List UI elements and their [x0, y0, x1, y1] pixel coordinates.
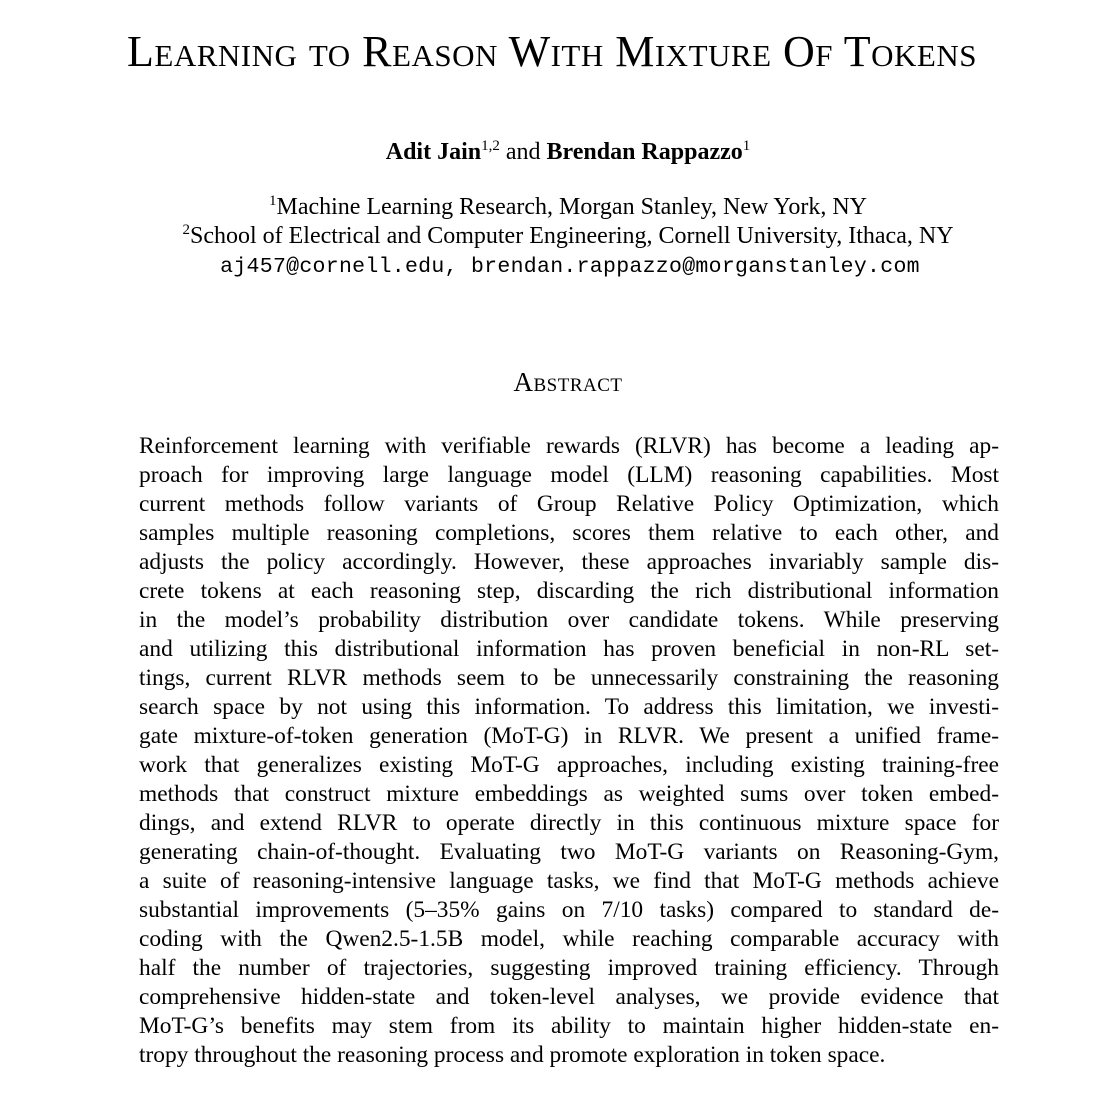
abstract-line: gate mixture-of-token generation (MoT-G) in RLVR. We present a unified frame- [139, 723, 999, 749]
abstract-line: and utilizing this distributional information has proven beneficial in non-RL set- [139, 636, 999, 662]
abstract-line: half the number of trajectories, suggesting improved training efficiency. Through [139, 955, 999, 981]
author-affiliation-mark: 1 [742, 138, 751, 154]
paper-title: Learning to Reason With Mixture Of Tokens [127, 27, 977, 76]
abstract-line: comprehensive hidden-state and token-level analyses, we provide evidence that [139, 984, 999, 1010]
abstract-heading: Abstract [513, 367, 623, 397]
abstract-line: Reinforcement learning with verifiable rewards (RLVR) has become a leading ap- [139, 433, 999, 459]
abstract-line: adjusts the policy accordingly. However, these approaches invariably sample dis- [139, 549, 999, 575]
affiliation-mark: 1 [268, 193, 277, 209]
abstract-line: a suite of reasoning-intensive language tasks, we find that MoT-G methods achieve [139, 868, 999, 894]
author-name: Adit Jain [385, 139, 482, 165]
abstract-line: search space by not using this information. To address this limitation, we investi- [139, 694, 999, 720]
abstract-line: MoT-G’s benefits may stem from its ability to maintain higher hidden-state en- [139, 1013, 999, 1039]
affiliation-mark: 2 [182, 222, 190, 238]
abstract-line: crete tokens at each reasoning step, discarding the rich distributional information [139, 578, 999, 604]
abstract-line: coding with the Qwen2.5-1.5B model, while reaching comparable accuracy with [139, 926, 999, 952]
affiliation [0, 222, 1120, 251]
author-name: Brendan Rappazzo [546, 139, 743, 165]
abstract-line: current methods follow variants of Group Relative Policy Optimization, which [139, 491, 999, 517]
affiliation-text: Machine Learning Research, Morgan Stanley, New York, NY [276, 194, 868, 220]
abstract-line: tropy throughout the reasoning process and promote exploration in token space. [139, 1042, 886, 1068]
abstract-line: work that generalizes existing MoT-G approaches, including existing training-free [139, 752, 999, 778]
abstract-line: methods that construct mixture embeddings as weighted sums over token embed- [139, 781, 999, 807]
author-affiliation-mark: 1,2 [481, 138, 500, 154]
abstract-line: samples multiple reasoning completions, scores them relative to each other, and [139, 520, 999, 546]
abstract-line: proach for improving large language model (LLM) reasoning capabilities. Most [139, 462, 999, 488]
abstract-line: substantial improvements (5–35% gains on 7/10 tasks) compared to standard de- [139, 897, 999, 923]
abstract-line: in the model’s probability distribution over candidate tokens. While preserving [139, 607, 999, 633]
author-joiner: and [505, 139, 541, 165]
abstract-body [139, 432, 999, 1070]
author-list [0, 137, 1120, 167]
affiliation [0, 193, 1120, 222]
abstract-line: dings, and extend RLVR to operate directly in this continuous mixture space for [139, 810, 999, 836]
author-emails: aj457@cornell.edu, brendan.rappazzo@morganstanley.com [220, 255, 920, 279]
affiliation-text: School of Electrical and Computer Engineering, Cornell University, Ithaca, NY [189, 223, 954, 249]
abstract-line: generating chain-of-thought. Evaluating two MoT-G variants on Reasoning-Gym, [139, 839, 999, 865]
abstract-line: tings, current RLVR methods seem to be unnecessarily constraining the reasoning [139, 665, 999, 691]
